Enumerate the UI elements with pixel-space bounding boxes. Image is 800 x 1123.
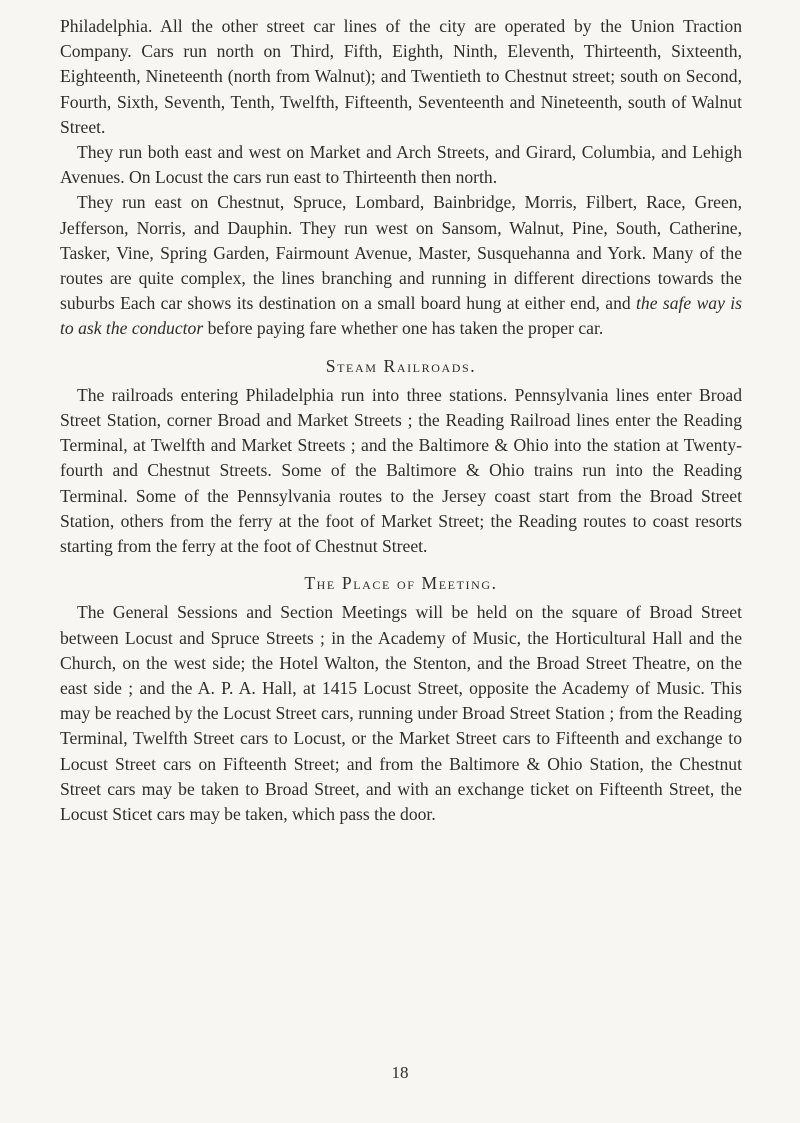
routes-text: They run east on Chestnut, Spruce, Lombard, Bainbridge, Morris, Filbert, Race, Green, Jefferson, Norris, and Dauphin. They run west on Sansom, Walnut, Pine, South, Catherine, Tasker, Vine, Spring Garden, Fairmount Avenue, Master, Susquehanna and York. Many of the routes are quite complex, the lines branching and running in different directions towards the suburbs Each car shows its destination on a small board hung at either end, and bbox=[60, 192, 742, 314]
body-text bbox=[60, 14, 742, 827]
heading-place-of-meeting: The Place of Meeting. bbox=[304, 573, 498, 594]
paragraph-place-of-meeting: The General Sessions and Section Meetings will be held on the square of Broad Street between Locust and Spruce Streets ; in the Academy of Music, the Horticultural Hall and the Church, on the west side; the Hotel Walton, the Stenton, and the Broad Street Theatre, on the east side ; and the A. P. A. Hall, at 1415 Locust Street, opposite the Academy of Music. This may be reached by the Locust Street cars, running under Broad Street Station ; from the Reading Terminal, Twelfth Street cars to Locust, or the Market Street cars to Fifteenth and exchange to Locust Street cars on Fifteenth Street; and from the Baltimore & Ohio Station, the Chestnut Street cars may be taken to Broad Street, and with an exchange ticket on Fifteenth Street, the Locust Sticet cars may be taken, which pass the door. bbox=[60, 602, 742, 825]
routes-text-end: before paying fare whether one has taken the proper car. bbox=[203, 318, 604, 339]
paragraph-union-traction: Philadelphia. All the other street car lines of the city are operated by the Union Traction Company. Cars run north on Third, Fifth, Eighth, Ninth, Eleventh, Thirteenth, Sixteenth, Eighteenth, Nineteenth (north from Walnut); and Twentieth to Chestnut street; south on Second, Fourth, Sixth, Seventh, Tenth, Twelfth, Fifteenth, Seventeenth and Nineteenth, south of Walnut Street. bbox=[60, 16, 742, 137]
routes-italic-advice: the safe way is to ask the conductor bbox=[60, 293, 742, 339]
paragraph-steam-railroads: The railroads entering Philadelphia run into three stations. Pennsylvania lines enter Broad Street Station, corner Broad and Market Streets ; the Reading Railroad lines enter the Reading Terminal, at Twelfth and Market Streets ; and the Baltimore & Ohio into the station at Twenty-fourth and Chestnut Streets. Some of the Baltimore & Ohio trains run into the Reading Terminal. Some of the Pennsylvania routes to the Jersey coast start from the Broad Street Station, others from the ferry at the foot of Market Street; the Reading routes to coast resorts starting from the ferry at the foot of Chestnut Street. bbox=[60, 384, 742, 557]
heading-steam-railroads: Steam Railroads. bbox=[325, 355, 477, 376]
paragraph-east-west-lines: They run both east and west on Market and Arch Streets, and Girard, Columbia, and Lehigh Avenues. On Locust the cars run east to Thirteenth then north. bbox=[60, 142, 742, 188]
paragraph-routes bbox=[60, 190, 742, 341]
page-number: 18 bbox=[391, 1063, 409, 1082]
